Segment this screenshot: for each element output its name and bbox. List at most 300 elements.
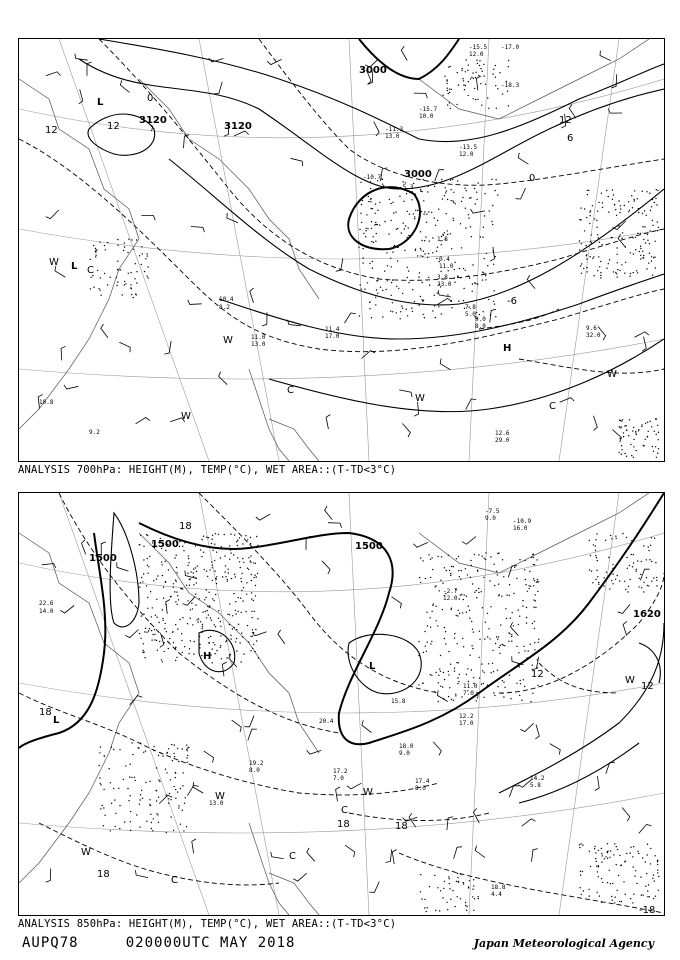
wet-dot	[625, 262, 626, 263]
wet-dot	[397, 260, 398, 261]
wet-dot	[225, 576, 226, 577]
wet-dot	[497, 194, 498, 195]
wet-dot	[243, 587, 244, 588]
wet-dot	[530, 586, 531, 587]
wet-dot	[145, 750, 146, 751]
wet-dot	[192, 624, 193, 625]
warm-mark: W	[363, 787, 373, 798]
wet-dot	[397, 228, 398, 229]
wet-dot	[145, 628, 146, 629]
wet-dot	[624, 205, 625, 206]
wet-dot	[652, 199, 653, 200]
wet-dot	[503, 576, 504, 577]
wet-dot	[440, 655, 441, 656]
wet-dot	[494, 290, 495, 291]
wet-dot	[589, 851, 590, 852]
wet-dot	[459, 613, 460, 614]
wet-dot	[213, 642, 214, 643]
contour-label: 1620	[633, 609, 661, 620]
wet-dot	[211, 539, 212, 540]
wet-dot	[484, 558, 485, 559]
wet-dot	[488, 663, 489, 664]
wet-dot	[612, 564, 613, 565]
wet-dot	[532, 693, 533, 694]
wet-dot	[97, 270, 98, 271]
wet-dot	[495, 179, 496, 180]
wind-barb	[622, 808, 630, 822]
wet-dot	[447, 294, 448, 295]
wet-dot	[596, 570, 597, 571]
wet-dot	[195, 594, 196, 595]
wet-dot	[403, 222, 404, 223]
wet-dot	[473, 885, 474, 886]
wet-dot	[630, 252, 631, 253]
wet-dot	[640, 255, 641, 256]
wet-dot	[485, 559, 486, 560]
wet-dot	[476, 60, 477, 61]
wet-dot	[99, 777, 100, 778]
wet-dot	[594, 848, 595, 849]
wet-dot	[181, 588, 182, 589]
wet-dot	[617, 269, 618, 270]
wet-dot	[166, 832, 167, 833]
wet-dot	[451, 89, 452, 90]
wet-dot	[465, 270, 466, 271]
wind-barb	[75, 54, 88, 61]
wet-dot	[141, 246, 142, 247]
height-contours	[79, 39, 664, 412]
wet-dot	[366, 214, 367, 215]
wet-dot	[525, 579, 526, 580]
wet-dot	[187, 747, 188, 748]
wet-dot	[119, 828, 120, 829]
wet-dot	[360, 284, 361, 285]
wet-dot	[635, 870, 636, 871]
wet-dot	[454, 668, 455, 669]
wet-dot	[420, 582, 421, 583]
wet-dot	[471, 621, 472, 622]
wet-dot	[446, 190, 447, 191]
wet-dot	[227, 579, 228, 580]
wet-dot	[165, 550, 166, 551]
wet-dot	[230, 635, 231, 636]
wet-dot	[644, 226, 645, 227]
wet-dot	[456, 615, 457, 616]
wet-dot	[100, 277, 101, 278]
wet-dot	[418, 641, 419, 642]
station-value: 17.4	[415, 778, 430, 785]
wet-dot	[474, 592, 475, 593]
wet-dot	[388, 233, 389, 234]
wet-dot	[657, 190, 658, 191]
wet-dot	[425, 578, 426, 579]
wet-dot	[591, 234, 592, 235]
wet-dot	[230, 549, 231, 550]
wet-dot	[621, 449, 622, 450]
wet-dot	[363, 233, 364, 234]
wet-dot	[462, 78, 463, 79]
wet-dot	[143, 752, 144, 753]
wet-dot	[637, 198, 638, 199]
wet-dot	[235, 601, 236, 602]
wet-dot	[139, 804, 140, 805]
wet-dot	[181, 633, 182, 634]
wet-dot	[621, 421, 622, 422]
wet-dot	[634, 876, 635, 877]
wet-dot	[444, 638, 445, 639]
wet-dot	[469, 617, 470, 618]
wet-dot	[220, 647, 221, 648]
wet-dot	[178, 761, 179, 762]
wet-dot	[147, 255, 148, 256]
wet-dot	[463, 300, 464, 301]
wet-dot	[499, 647, 500, 648]
wet-dot	[175, 601, 176, 602]
wet-dot	[157, 650, 158, 651]
wet-dot	[475, 72, 476, 73]
wet-dot	[441, 244, 442, 245]
wet-dot	[657, 453, 658, 454]
wet-dot	[595, 579, 596, 580]
wind-barb	[399, 390, 412, 397]
wet-dot	[420, 189, 421, 190]
wet-dot	[447, 88, 448, 89]
wet-dot	[601, 853, 602, 854]
wet-dot	[482, 670, 483, 671]
wet-dot	[395, 186, 396, 187]
wet-dot	[426, 651, 427, 652]
wet-dot	[98, 288, 99, 289]
wet-dot	[608, 557, 609, 558]
wet-dot	[143, 573, 144, 574]
wind-barb	[618, 604, 631, 613]
wet-dot	[475, 203, 476, 204]
wet-dot	[658, 876, 659, 877]
wet-dot	[589, 895, 590, 896]
wet-dot	[636, 434, 637, 435]
wet-dot	[379, 224, 380, 225]
wet-dot	[153, 750, 154, 751]
wet-dot	[616, 273, 617, 274]
wet-dot	[469, 277, 470, 278]
wet-dot	[598, 876, 599, 877]
wet-dot	[651, 260, 652, 261]
wet-dot	[586, 255, 587, 256]
wet-dot	[454, 670, 455, 671]
wet-dot	[657, 872, 658, 873]
wet-dot	[202, 628, 203, 629]
wind-barb	[307, 750, 322, 754]
wet-dot	[537, 591, 538, 592]
wet-dot	[175, 777, 176, 778]
wind-barb	[466, 399, 477, 410]
wet-dot	[425, 646, 426, 647]
wet-dot	[587, 271, 588, 272]
wet-dot	[448, 876, 449, 877]
wet-dot	[150, 591, 151, 592]
wet-dot	[391, 295, 392, 296]
wet-dot	[484, 193, 485, 194]
wet-dot	[443, 888, 444, 889]
wet-dot	[420, 874, 421, 875]
wet-dot	[638, 430, 639, 431]
wet-dot	[619, 420, 620, 421]
wet-dot	[467, 95, 468, 96]
caption-850hpa: ANALYSIS 850hPa: HEIGHT(M), TEMP(°C), WET AREA::(T-TD<3°C)	[18, 918, 397, 930]
wet-dot	[168, 648, 169, 649]
wet-dot	[423, 652, 424, 653]
wet-dot	[371, 317, 372, 318]
wet-dot	[484, 258, 485, 259]
wet-dot	[494, 303, 495, 304]
station-value: 11.0	[439, 263, 454, 270]
wet-dot	[492, 205, 493, 206]
wet-dot	[455, 203, 456, 204]
wet-dot	[657, 860, 658, 861]
wet-dot	[617, 890, 618, 891]
wet-dot	[628, 435, 629, 436]
wet-dot	[140, 742, 141, 743]
wet-dot	[472, 648, 473, 649]
wet-dot	[375, 297, 376, 298]
wet-dot	[654, 256, 655, 257]
wet-dot	[451, 566, 452, 567]
wet-dot	[158, 822, 159, 823]
wet-dot	[250, 537, 251, 538]
wet-dot	[242, 543, 243, 544]
wet-dot	[448, 671, 449, 672]
wet-dot	[494, 190, 495, 191]
wet-dot	[635, 249, 636, 250]
wet-dot	[633, 562, 634, 563]
wet-dot	[457, 615, 458, 616]
wet-dot	[143, 546, 144, 547]
wet-dot	[216, 576, 217, 577]
wet-dot	[430, 627, 431, 628]
wet-dot	[513, 625, 514, 626]
wet-dot	[656, 189, 657, 190]
wet-dot	[446, 213, 447, 214]
wet-dot	[457, 643, 458, 644]
wet-dot	[145, 258, 146, 259]
wet-dot	[428, 554, 429, 555]
wet-dot	[521, 700, 522, 701]
wet-dot	[135, 263, 136, 264]
wet-dot	[175, 624, 176, 625]
wet-dot	[102, 805, 103, 806]
wet-dot	[594, 218, 595, 219]
wet-dot	[158, 779, 159, 780]
wind-barb	[414, 93, 428, 98]
wet-dot	[368, 196, 369, 197]
wet-dot	[149, 799, 150, 800]
wet-dot	[656, 577, 657, 578]
wet-dot	[467, 668, 468, 669]
wet-dot	[153, 746, 154, 747]
wet-dot	[649, 193, 650, 194]
wet-dot	[538, 581, 539, 582]
wet-dot	[656, 418, 657, 419]
wet-dot	[408, 282, 409, 283]
wet-dot	[447, 234, 448, 235]
wet-dot	[620, 427, 621, 428]
wet-dot	[103, 807, 104, 808]
wet-dot	[392, 279, 393, 280]
wet-dot	[457, 180, 458, 181]
wet-dot	[199, 644, 200, 645]
wet-dot	[602, 202, 603, 203]
wet-dot	[146, 534, 147, 535]
wet-dot	[432, 605, 433, 606]
wet-dot	[162, 661, 163, 662]
wind-barb	[219, 372, 228, 385]
wet-dot	[523, 646, 524, 647]
wet-dot	[595, 545, 596, 546]
wet-dot	[224, 555, 225, 556]
wet-dot	[407, 211, 408, 212]
wet-dot	[111, 803, 112, 804]
wet-dot	[625, 894, 626, 895]
wet-dot	[420, 190, 421, 191]
wet-dot	[653, 898, 654, 899]
wet-dot	[482, 607, 483, 608]
wet-dot	[632, 856, 633, 857]
wet-dot	[377, 278, 378, 279]
wet-dot	[369, 263, 370, 264]
wet-dot	[638, 208, 639, 209]
wet-dot	[174, 756, 175, 757]
contour-label: 3120	[224, 121, 252, 132]
wet-dot	[407, 267, 408, 268]
wet-dot	[143, 559, 144, 560]
wet-dot	[487, 636, 488, 637]
wind-barb	[392, 850, 396, 864]
wet-dot	[459, 674, 460, 675]
wet-dot	[152, 830, 153, 831]
wet-dot	[580, 265, 581, 266]
contour-label: 1500	[151, 539, 179, 550]
wet-dot	[633, 446, 634, 447]
wet-dot	[442, 583, 443, 584]
wet-dot	[442, 686, 443, 687]
wet-dot	[127, 252, 128, 253]
wind-barb	[120, 80, 129, 92]
wet-dot	[247, 568, 248, 569]
wet-dot	[465, 905, 466, 906]
wet-dot	[519, 616, 520, 617]
wet-dot	[396, 286, 397, 287]
wet-dot	[181, 640, 182, 641]
wet-dot	[147, 277, 148, 278]
wet-dot	[602, 207, 603, 208]
wet-dot	[201, 556, 202, 557]
wet-dot	[161, 564, 162, 565]
wet-dot	[498, 595, 499, 596]
wet-dot	[642, 191, 643, 192]
wet-dot	[508, 60, 509, 61]
wet-dot	[184, 542, 185, 543]
wet-dot	[475, 77, 476, 78]
wet-dot	[495, 85, 496, 86]
wet-dot	[657, 861, 658, 862]
low-pressure-center: L	[71, 261, 78, 272]
wet-dot	[222, 576, 223, 577]
wet-dot	[366, 230, 367, 231]
wet-dot	[499, 72, 500, 73]
wet-dot	[390, 203, 391, 204]
wet-dot	[391, 282, 392, 283]
wet-dot	[170, 779, 171, 780]
wet-dot	[177, 628, 178, 629]
wet-dot	[621, 901, 622, 902]
wet-dot	[599, 895, 600, 896]
wet-dot	[196, 571, 197, 572]
wet-dot	[586, 267, 587, 268]
wet-dot	[631, 195, 632, 196]
wet-dot	[417, 255, 418, 256]
wet-dot	[424, 899, 425, 900]
wet-dot	[187, 600, 188, 601]
wet-dot	[493, 692, 494, 693]
wind-barb	[232, 720, 242, 732]
wet-dot	[602, 855, 603, 856]
wet-dot	[122, 294, 123, 295]
station-value: 16.0	[513, 525, 528, 532]
wet-dot	[161, 659, 162, 660]
wet-dot	[658, 448, 659, 449]
wind-barb	[516, 188, 526, 199]
wet-dot	[533, 557, 534, 558]
wind-barb	[291, 158, 303, 166]
wet-dot	[579, 847, 580, 848]
wet-dot	[481, 591, 482, 592]
wet-dot	[493, 264, 494, 265]
wet-dot	[406, 309, 407, 310]
wet-dot	[450, 189, 451, 190]
wet-dot	[362, 200, 363, 201]
wet-dot	[460, 874, 461, 875]
wet-dot	[159, 641, 160, 642]
wet-dot	[629, 275, 630, 276]
wet-dot	[130, 821, 131, 822]
wet-dot	[377, 280, 378, 281]
wet-dot	[200, 621, 201, 622]
wet-dot	[647, 234, 648, 235]
wet-dot	[212, 535, 213, 536]
wet-dot	[176, 555, 177, 556]
isotherm-label: 0	[147, 93, 154, 104]
wet-dot	[466, 190, 467, 191]
wet-dot	[612, 883, 613, 884]
wet-dot	[640, 233, 641, 234]
wet-dot	[442, 234, 443, 235]
contour-label: 1500	[89, 553, 117, 564]
wet-dot	[236, 541, 237, 542]
wet-dot	[487, 685, 488, 686]
wet-dot	[449, 89, 450, 90]
wet-dot	[450, 66, 451, 67]
wet-dot	[225, 565, 226, 566]
wet-dot	[650, 421, 651, 422]
wet-dot	[209, 569, 210, 570]
wet-dot	[123, 779, 124, 780]
wet-dot	[253, 562, 254, 563]
wet-dot	[113, 788, 114, 789]
wet-dot	[457, 896, 458, 897]
wet-dot	[193, 572, 194, 573]
wet-dot	[214, 560, 215, 561]
wet-dot	[182, 617, 183, 618]
